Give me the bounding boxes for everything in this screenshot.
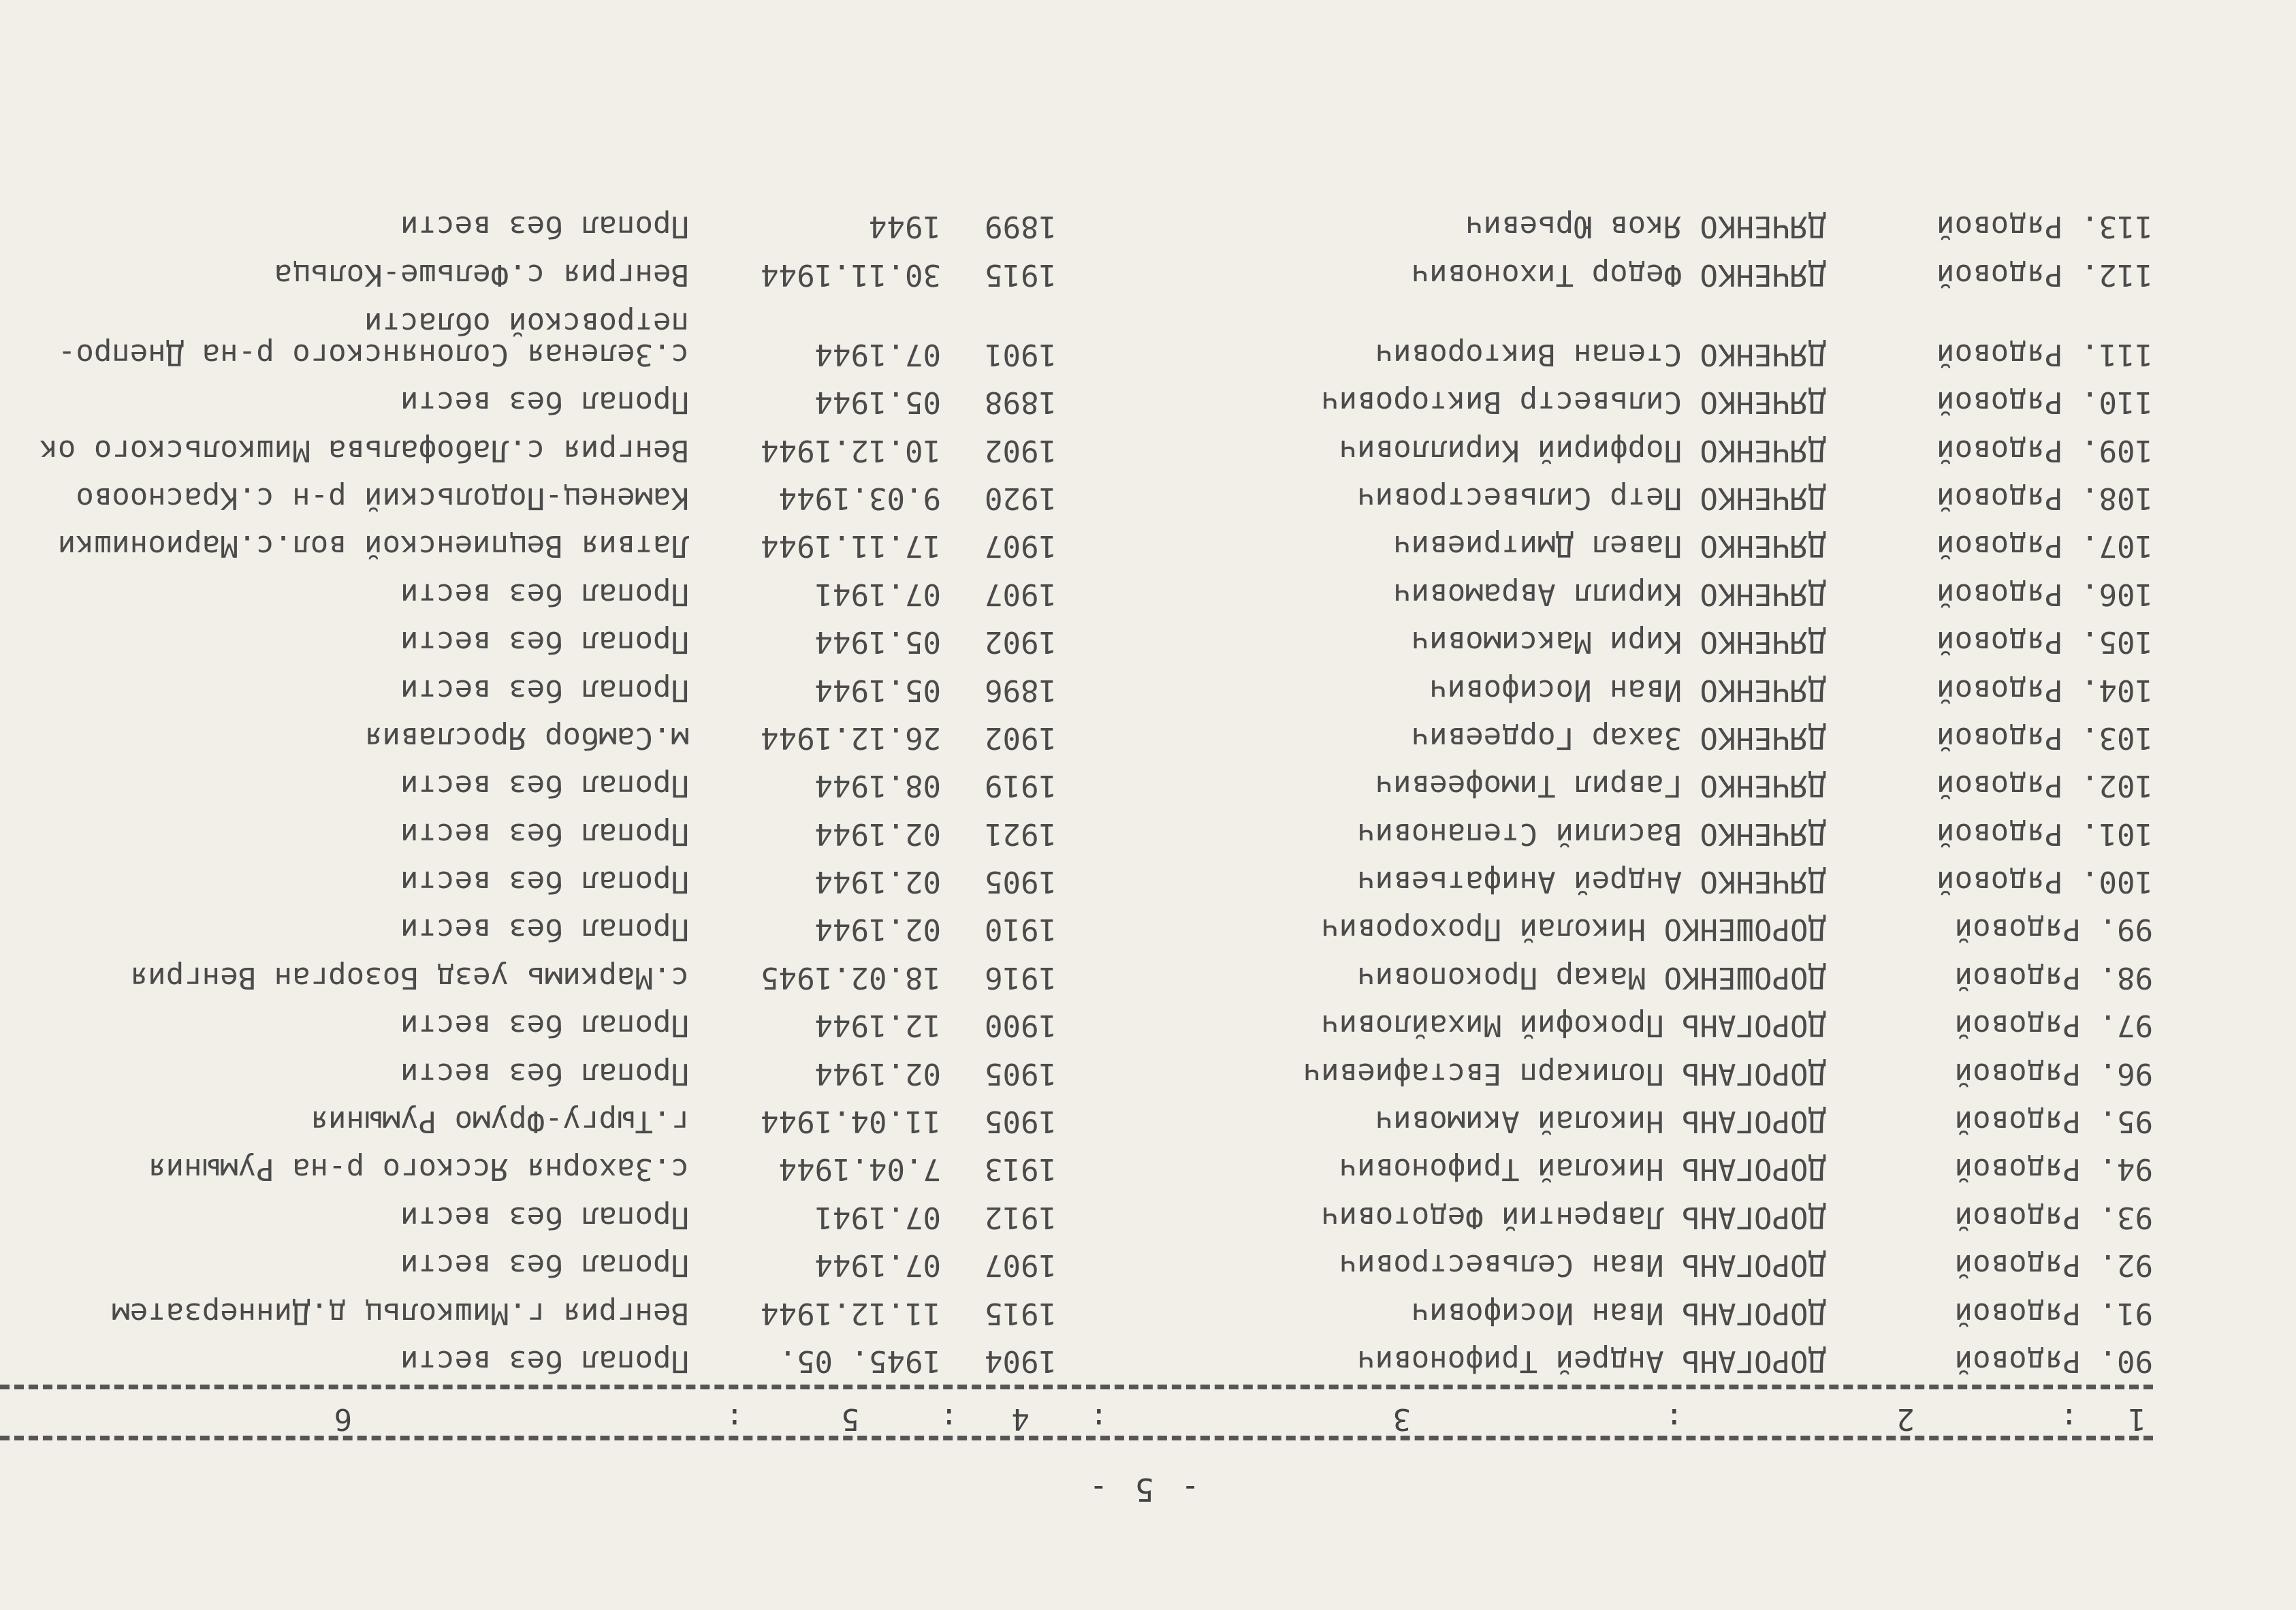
- place-cell: Пропал без вести: [400, 385, 689, 420]
- date-cell: 05.1944: [814, 672, 941, 708]
- birth-year-cell: 1912: [985, 1199, 1057, 1235]
- name-cell: ДОРОГАНЬ Андрей Трифонович: [1357, 1344, 1826, 1378]
- birth-year-cell: 1898: [985, 385, 1057, 420]
- rank-cell: 112. Рядовой: [1936, 257, 2153, 292]
- rank-cell: 106. Рядовой: [1936, 576, 2153, 612]
- header-top-rule: [0, 1436, 2153, 1440]
- rank-cell: 92. Рядовой: [1954, 1248, 2153, 1283]
- date-cell: 07.1941: [814, 576, 941, 612]
- date-cell: 05.1944: [814, 385, 941, 420]
- column-header-separator: :: [1089, 1402, 1108, 1436]
- date-cell: 18.02.1945: [761, 960, 941, 995]
- date-cell: 11.04.1944: [761, 1104, 941, 1139]
- name-cell: ДЯЧЕНКО Захар Гордеевич: [1411, 720, 1826, 755]
- place-cell: Пропал без вести: [400, 912, 689, 947]
- place-cell: Пропал без вести: [400, 1248, 689, 1283]
- birth-year-cell: 1896: [985, 672, 1057, 708]
- date-cell: 02.1944: [814, 912, 941, 947]
- name-cell: ДЯЧЕНКО Степан Викторович: [1375, 336, 1826, 372]
- rank-cell: 111. Рядовой: [1936, 336, 2153, 372]
- column-header-row: [0, 1395, 2296, 1436]
- birth-year-cell: 1907: [985, 528, 1057, 564]
- column-header-5: 5: [841, 1402, 859, 1436]
- table-row: [0, 1238, 2296, 1286]
- table-row: [0, 950, 2296, 998]
- name-cell: ДЯЧЕНКО Порфирий Кириллович: [1339, 432, 1826, 468]
- name-cell: ДОРОГАНЬ Иван Сельвестрович: [1339, 1248, 1826, 1283]
- table-row: [0, 855, 2296, 902]
- date-cell: 05.1944: [814, 625, 941, 660]
- rank-cell: 90. Рядовой: [1954, 1344, 2153, 1378]
- rank-cell: 101. Рядовой: [1936, 816, 2153, 851]
- birth-year-cell: 1901: [985, 336, 1057, 372]
- birth-year-cell: 1899: [985, 209, 1057, 244]
- table-row: [0, 1334, 2296, 1382]
- rank-cell: 99. Рядовой: [1954, 912, 2153, 947]
- column-header-separator: :: [725, 1402, 744, 1436]
- table-row: [0, 247, 2296, 295]
- birth-year-cell: 1907: [985, 576, 1057, 612]
- name-cell: ДЯЧЕНКО Яков Юрьевич: [1465, 209, 1826, 244]
- rank-cell: 109. Рядовой: [1936, 432, 2153, 468]
- name-cell: ДОРОГАНЬ Лаврентий Федотович: [1321, 1199, 1826, 1235]
- rank-cell: 98. Рядовой: [1954, 960, 2153, 995]
- rank-cell: 110. Рядовой: [1936, 385, 2153, 420]
- birth-year-cell: 1907: [985, 1248, 1057, 1283]
- table-row: [0, 519, 2296, 567]
- place-cell: Пропал без вести: [400, 1056, 689, 1091]
- rank-cell: 113. Рядовой: [1936, 209, 2153, 244]
- rank-cell: 105. Рядовой: [1936, 625, 2153, 660]
- name-cell: ДЯЧЕНКО Павел Дмитриевич: [1393, 528, 1826, 564]
- place-cell: с.Захорня Ясского р-на Румыния: [148, 1152, 689, 1187]
- column-header-separator: :: [2060, 1402, 2078, 1436]
- table-row: [0, 1190, 2296, 1237]
- name-cell: ДЯЧЕНКО Андрей Анифатьевич: [1357, 864, 1826, 900]
- place-cell: Пропал без вести: [400, 816, 689, 851]
- table-row: [0, 902, 2296, 950]
- rank-cell: 103. Рядовой: [1936, 720, 2153, 755]
- casualty-table: [0, 200, 2296, 1382]
- name-cell: ДОРОГАНЬ Поликарп Евстафиевич: [1303, 1056, 1826, 1091]
- birth-year-cell: 1905: [985, 1104, 1057, 1139]
- date-cell: 08.1944: [814, 768, 941, 804]
- rank-cell: 107. Рядовой: [1936, 528, 2153, 564]
- birth-year-cell: 1905: [985, 1056, 1057, 1091]
- column-header-6: 6: [334, 1402, 352, 1436]
- rank-cell: 97. Рядовой: [1954, 1008, 2153, 1043]
- rank-cell: 95. Рядовой: [1954, 1104, 2153, 1139]
- name-cell: ДОРОШЕНКО Николай Прохорович: [1321, 912, 1826, 947]
- date-cell: 02.1944: [814, 1056, 941, 1091]
- place-cell: г.Тыргу-Фрумо Румыния: [310, 1104, 689, 1139]
- name-cell: ДОРОГАНЬ Прокофий Михайлович: [1321, 1008, 1826, 1043]
- header-bottom-rule: [0, 1385, 2153, 1389]
- birth-year-cell: 1902: [985, 720, 1057, 755]
- date-cell: 17.11.1944: [761, 528, 941, 564]
- place-cell: Венгрия г.Мишкольц д.Диннерзатем: [112, 1295, 689, 1331]
- name-cell: ДЯЧЕНКО Гаврил Тимофеевич: [1375, 768, 1826, 804]
- birth-year-cell: 1910: [985, 912, 1057, 947]
- date-cell: 11.12.1944: [761, 1295, 941, 1331]
- date-cell: 02.1944: [814, 864, 941, 900]
- table-row: [0, 471, 2296, 519]
- table-row: [0, 615, 2296, 663]
- name-cell: ДОРОШЕНКО Макар Прокопович: [1357, 960, 1826, 995]
- birth-year-cell: 1913: [985, 1152, 1057, 1187]
- place-cell: Каменец-Подольский р-н с.Красноово: [76, 480, 689, 516]
- date-cell: 7.04.1944: [778, 1152, 941, 1187]
- column-header-separator: :: [1665, 1402, 1683, 1436]
- table-row: [0, 1046, 2296, 1094]
- place-cell: Пропал без вести: [400, 1008, 689, 1043]
- place-cell: Пропал без вести: [400, 768, 689, 804]
- date-cell: 30.11.1944: [761, 257, 941, 292]
- column-header-1: 1: [2128, 1402, 2146, 1436]
- date-cell: 07.1944: [814, 336, 941, 372]
- birth-year-cell: 1900: [985, 1008, 1057, 1043]
- date-cell: 07.1944: [814, 1248, 941, 1283]
- name-cell: ДЯЧЕНКО Сильвестр Викторович: [1321, 385, 1826, 420]
- birth-year-cell: 1919: [985, 768, 1057, 804]
- birth-year-cell: 1915: [985, 257, 1057, 292]
- rank-cell: 104. Рядовой: [1936, 672, 2153, 708]
- name-cell: ДЯЧЕНКО Иван Иосифович: [1429, 672, 1826, 708]
- column-header-3: 3: [1392, 1402, 1411, 1436]
- birth-year-cell: 1920: [985, 480, 1057, 516]
- table-row: [0, 567, 2296, 614]
- table-row: [0, 200, 2296, 247]
- table-row: [0, 423, 2296, 471]
- place-cell: Пропал без вести: [400, 1199, 689, 1235]
- place-cell: Пропал без вести: [400, 576, 689, 612]
- rank-cell: 108. Рядовой: [1936, 480, 2153, 516]
- date-cell: 12.1944: [814, 1008, 941, 1043]
- birth-year-cell: 1915: [985, 1295, 1057, 1331]
- table-row: [0, 296, 2296, 375]
- birth-year-cell: 1904: [985, 1344, 1057, 1378]
- place-cell: Пропал без вести: [400, 625, 689, 660]
- table-row: [0, 806, 2296, 854]
- birth-year-cell: 1916: [985, 960, 1057, 995]
- birth-year-cell: 1902: [985, 432, 1057, 468]
- birth-year-cell: 1902: [985, 625, 1057, 660]
- birth-year-cell: 1905: [985, 864, 1057, 900]
- name-cell: ДЯЧЕНКО Кирилл Аврамович: [1393, 576, 1826, 612]
- place-cell: Венгрия с.Лабофальва Мишкольского ок: [39, 432, 689, 468]
- place-cell: Пропал без вести: [400, 1344, 689, 1378]
- table-row: [0, 663, 2296, 710]
- name-cell: ДЯЧЕНКО Федор Тихонович: [1411, 257, 1826, 292]
- rank-cell: 96. Рядовой: [1954, 1056, 2153, 1091]
- place-cell: Пропал без вести: [400, 209, 689, 244]
- name-cell: ДЯЧЕНКО Петр Сильвестрович: [1357, 480, 1826, 516]
- table-row: [0, 711, 2296, 759]
- place-cell: м.Самбор Ярославия: [364, 720, 689, 755]
- rank-cell: 102. Рядовой: [1936, 768, 2153, 804]
- place-cell: Латвия Вецпиенской вол.с.Марионишки: [57, 528, 689, 564]
- rank-cell: 93. Рядовой: [1954, 1199, 2153, 1235]
- rank-cell: 100. Рядовой: [1936, 864, 2153, 900]
- place-cell: с.Зеленая Солонянского р-на Днепро-: [57, 336, 689, 372]
- name-cell: ДОРОГАНЬ Николай Трифонович: [1339, 1152, 1826, 1187]
- place-cell-continuation: петровской области: [364, 305, 689, 341]
- page-number: - 5 -: [1085, 1471, 1200, 1508]
- table-row: [0, 375, 2296, 423]
- name-cell: ДЯЧЕНКО Василий Степанович: [1357, 816, 1826, 851]
- rank-cell: 91. Рядовой: [1954, 1295, 2153, 1331]
- birth-year-cell: 1921: [985, 816, 1057, 851]
- date-cell: 1945. 05.: [778, 1344, 941, 1378]
- column-header-4: 4: [1011, 1402, 1030, 1436]
- name-cell: ДОРОГАНЬ Иван Иосифович: [1411, 1295, 1826, 1331]
- table-row: [0, 759, 2296, 806]
- table-row: [0, 1286, 2296, 1333]
- place-cell: Пропал без вести: [400, 672, 689, 708]
- date-cell: 07.1941: [814, 1199, 941, 1235]
- name-cell: ДОРОГАНЬ Николай Акимович: [1375, 1104, 1826, 1139]
- place-cell: с.Маркимь уезд Бозорган Венгрия: [129, 960, 689, 995]
- date-cell: 1944: [869, 209, 941, 244]
- table-row: [0, 1094, 2296, 1142]
- table-row: [0, 998, 2296, 1046]
- date-cell: 9.03.1944: [778, 480, 941, 516]
- date-cell: 26.12.1944: [761, 720, 941, 755]
- place-cell: Венгрия с.Фельше-Кольца: [274, 257, 689, 292]
- name-cell: ДЯЧЕНКО Кири Максимович: [1411, 625, 1826, 660]
- table-row: [0, 1142, 2296, 1190]
- rank-cell: 94. Рядовой: [1954, 1152, 2153, 1187]
- column-header-separator: :: [940, 1402, 958, 1436]
- date-cell: 10.12.1944: [761, 432, 941, 468]
- date-cell: 02.1944: [814, 816, 941, 851]
- column-header-2: 2: [1896, 1402, 1915, 1436]
- place-cell: Пропал без вести: [400, 864, 689, 900]
